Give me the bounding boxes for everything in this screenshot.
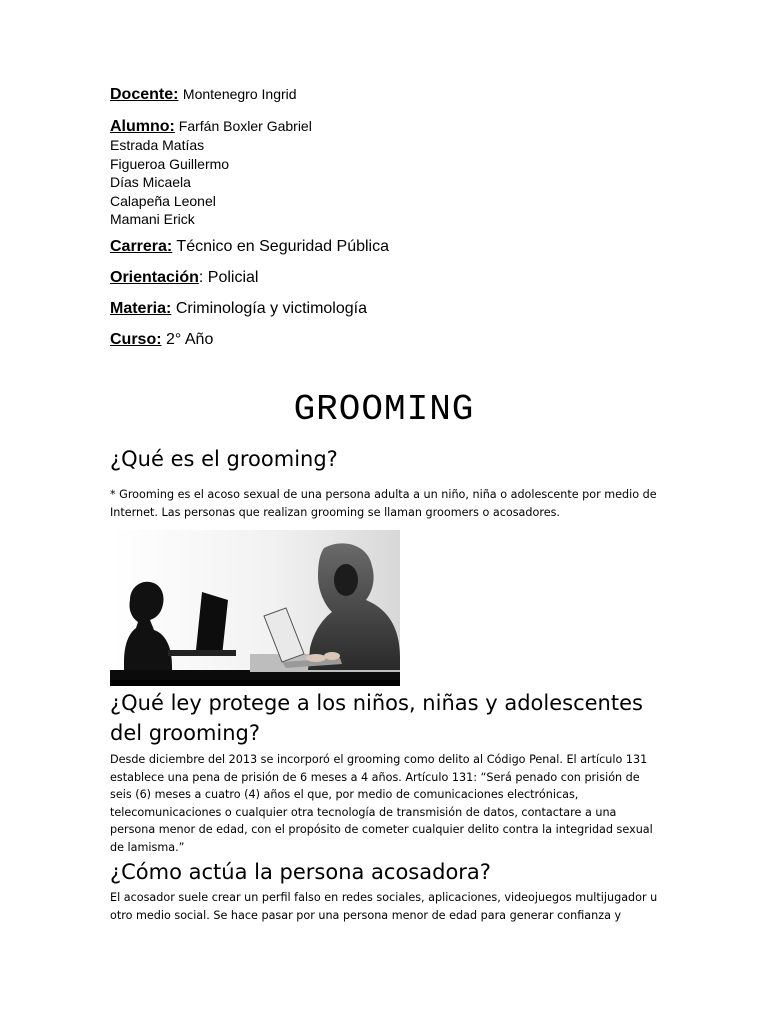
curso-value: 2° Año <box>166 331 214 348</box>
section-heading: ¿Qué es el grooming? <box>110 447 338 471</box>
curso-label: Curso: <box>110 331 162 348</box>
student-name: Días Micaela <box>110 174 191 191</box>
student-name: Figueroa Guillermo <box>110 155 230 172</box>
student-name: Farfán Boxler Gabriel <box>178 118 312 134</box>
materia-value: Criminología y victimología <box>175 300 367 317</box>
section-body: * Grooming es el acoso sexual de una persona adulta a un niño, niña o adolescente por medio de Internet. Las personas que realizan grooming se llaman groomers o acosadores. <box>110 488 657 519</box>
carrera-value: Técnico en Seguridad Pública <box>176 238 389 255</box>
docente-line <box>110 86 297 104</box>
student-name: Mamani Erick <box>110 211 195 228</box>
alumno-line <box>110 117 312 136</box>
section-heading: ¿Cómo actúa la persona acosadora? <box>110 860 491 884</box>
document-title: GROOMING <box>293 389 475 430</box>
docente-value: Montenegro Ingrid <box>182 86 297 102</box>
grooming-illustration-icon <box>110 530 400 686</box>
carrera-label: Carrera: <box>110 238 173 255</box>
materia-line <box>110 300 367 318</box>
alumno-label: Alumno: <box>110 118 175 135</box>
alumno-block <box>110 117 312 228</box>
carrera-line <box>110 238 389 256</box>
student-name: Calapeña Leonel <box>110 192 216 209</box>
curso-line <box>110 331 213 349</box>
orientacion-label: Orientación <box>110 269 199 286</box>
orientacion-line <box>110 269 258 287</box>
docente-label: Docente: <box>110 86 179 103</box>
section-body: El acosador suele crear un perfil falso en redes sociales, aplicaciones, videojuegos multijugador u otro medio social. Se hace pasar por una persona menor de edad para generar confianza y <box>110 891 658 922</box>
section-heading: ¿Qué ley protege a los niños, niñas y adolescentes del grooming? <box>110 691 643 745</box>
student-name: Estrada Matías <box>110 137 205 154</box>
section-body: Desde diciembre del 2013 se incorporó el grooming como delito al Código Penal. El artículo 131 establece una pena de prisión de 6 meses a 4 años. Artículo 131: “Será penado con prisión de seis (6) meses a cuatro (4) años el que, por medio de comunicaciones electrónicas, telecomunicaciones o cualquier otra tecnología de transmisión de datos, contactare a una persona menor de edad, con el propósito de cometer cualquier delito contra la integridad sexual de lamisma.” <box>110 753 653 854</box>
materia-label: Materia: <box>110 300 172 317</box>
orientacion-value: : Policial <box>198 269 259 286</box>
